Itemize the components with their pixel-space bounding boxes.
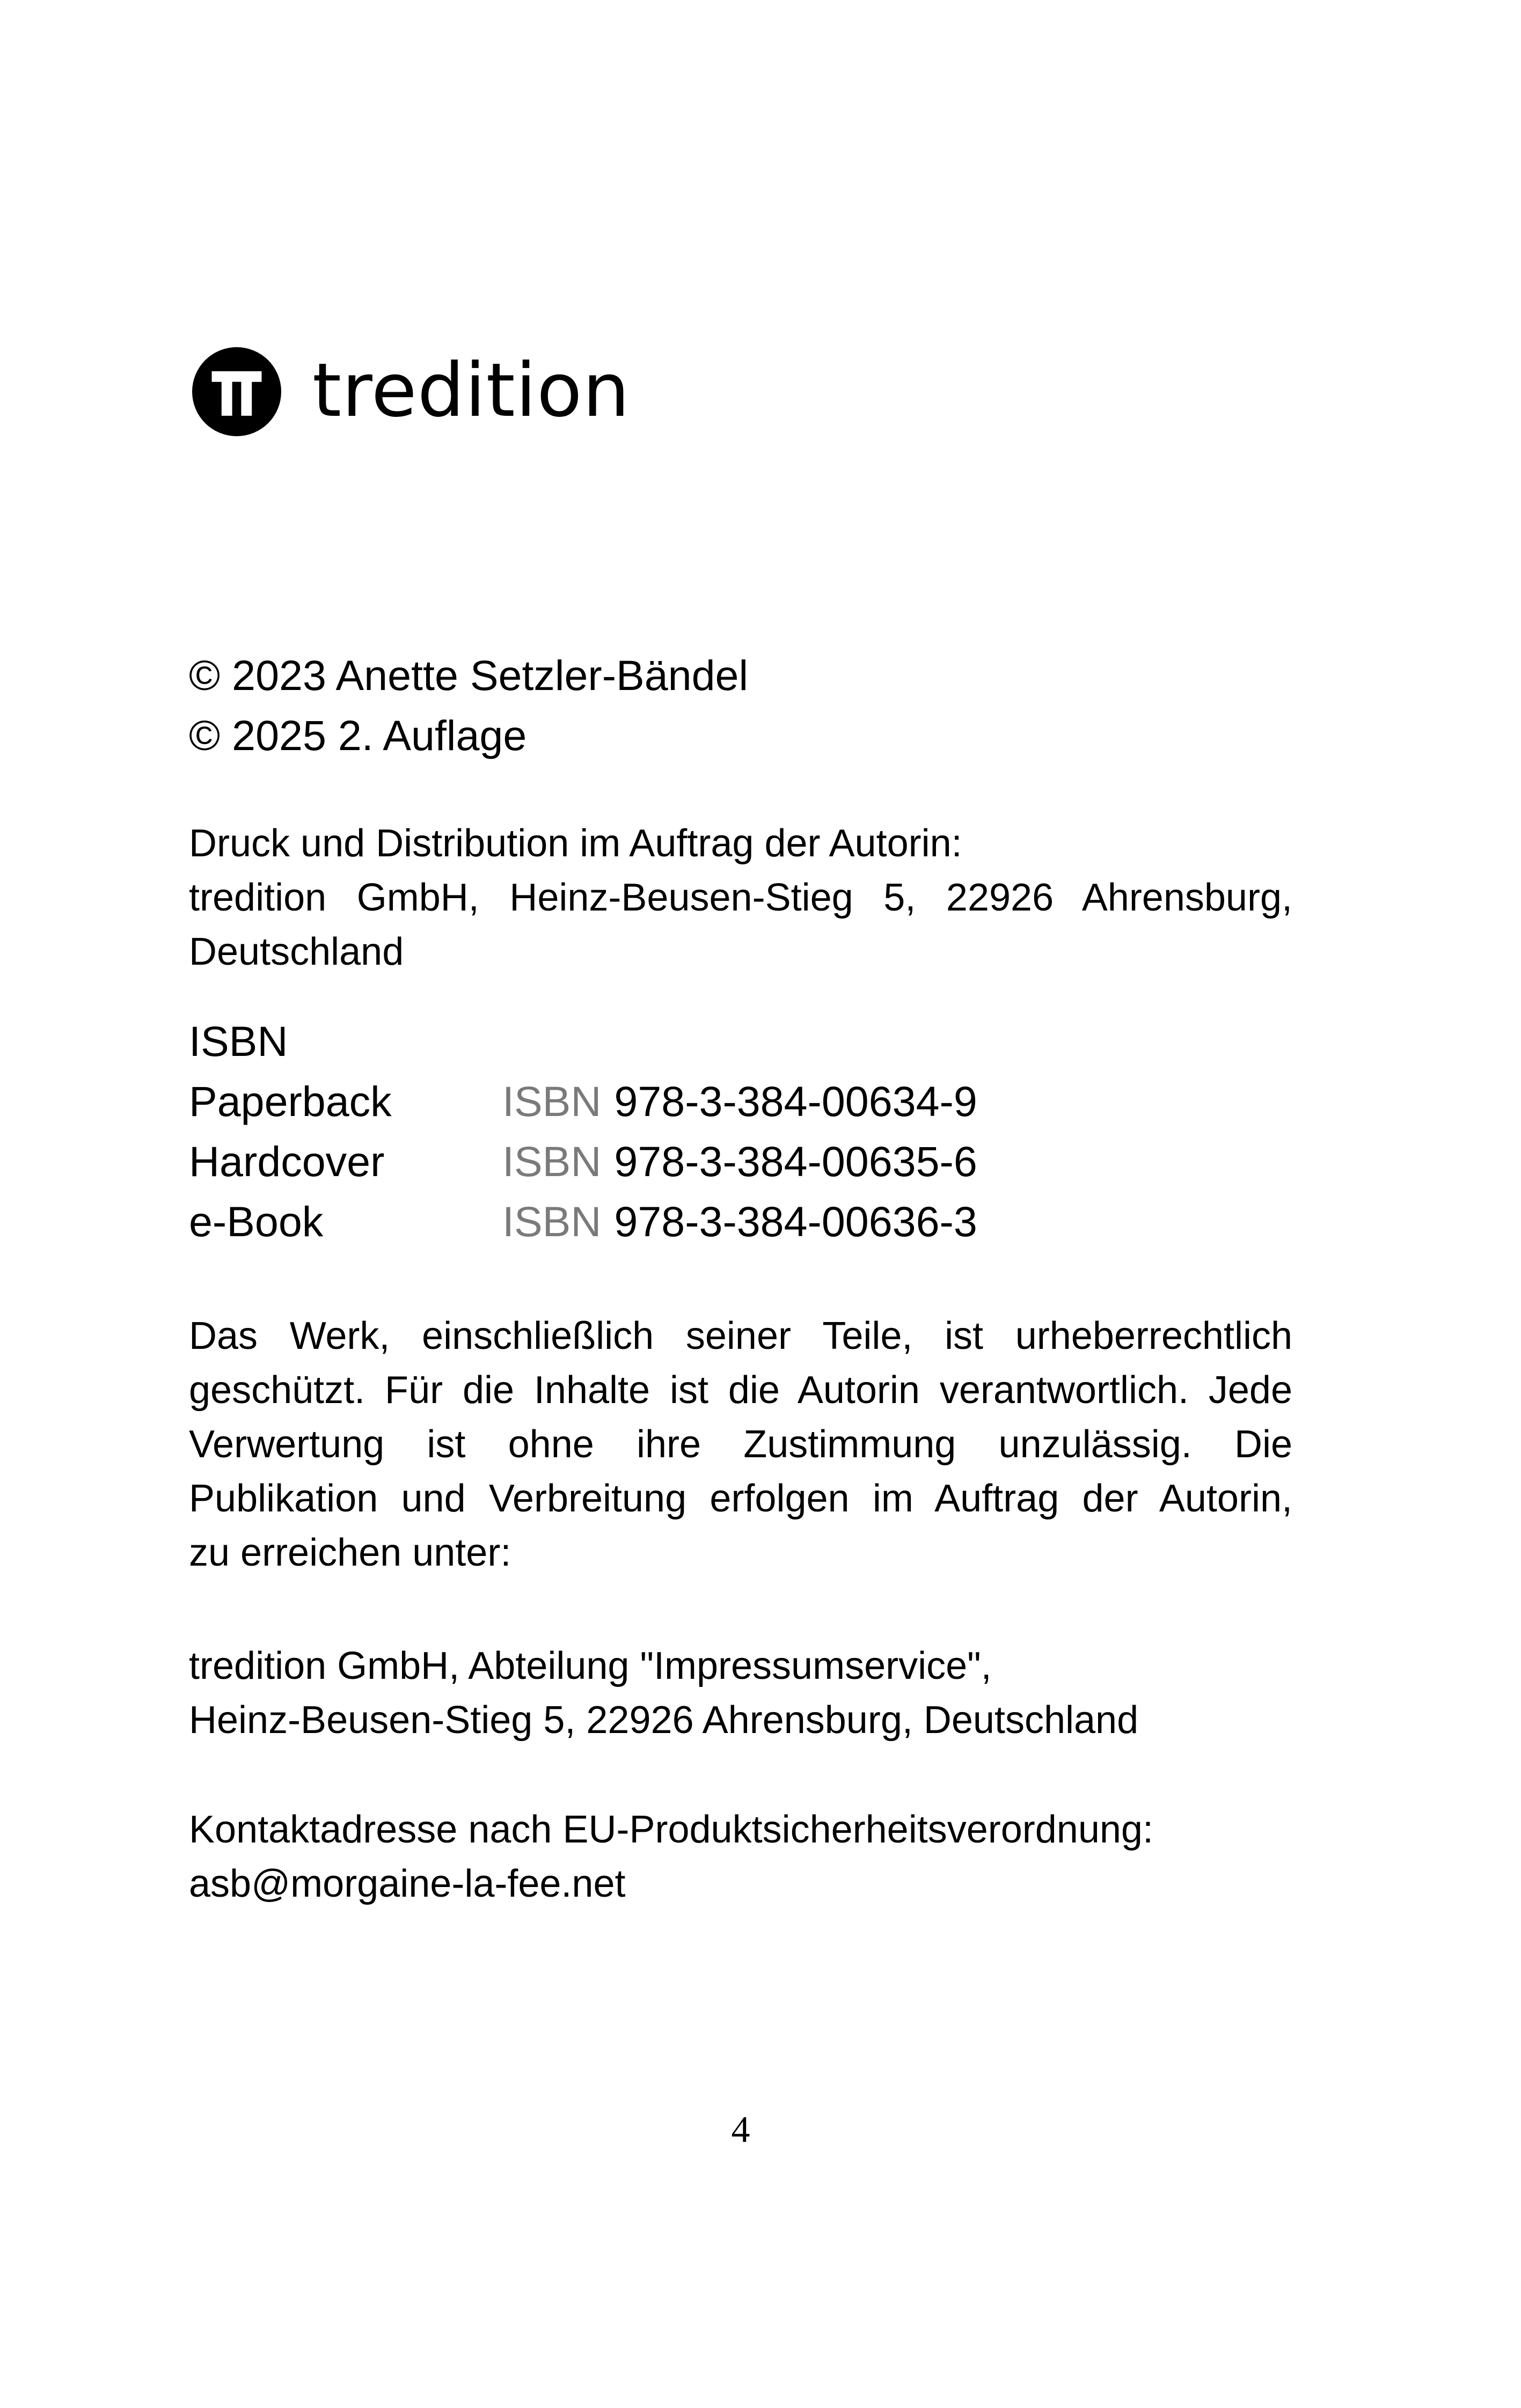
edition-line: © 2025 2. Auflage <box>189 711 527 759</box>
isbn-heading: ISBN <box>189 1017 288 1065</box>
isbn-type: Hardcover <box>189 1137 385 1185</box>
service-address: Heinz-Beusen-Stieg 5, 22926 Ahrensburg, Deutschland <box>189 1699 1139 1742</box>
isbn-number: 978-3-384-00634-9 <box>614 1077 977 1125</box>
print-distribution-block <box>189 817 1292 979</box>
isbn-prefix: ISBN <box>502 1077 602 1125</box>
copyright-line: © 2023 Anette Setzler-Bändel <box>189 651 749 699</box>
page-number: 4 <box>731 2109 750 2150</box>
copyright-block <box>189 645 1292 766</box>
isbn-block <box>189 1011 1292 1252</box>
contact-block <box>189 1803 1292 1911</box>
impressum-service-address <box>189 1639 1292 1748</box>
publisher-address: tredition GmbH, Heinz-Beusen-Stieg 5, 22926 Ahrensburg, <box>189 876 1292 919</box>
legal-notice-line: zu erreichen unter: <box>189 1531 511 1574</box>
tredition-logo-icon <box>192 347 281 436</box>
service-department: tredition GmbH, Abteilung "Impressumservice", <box>189 1645 992 1687</box>
isbn-number: 978-3-384-00635-6 <box>614 1137 977 1185</box>
legal-notice-line: Verwertung ist ohne ihre Zustimmung unzulässig. Die <box>189 1423 1292 1466</box>
legal-notice <box>189 1309 1292 1580</box>
isbn-type: Paperback <box>189 1077 392 1125</box>
legal-notice-line: Publikation und Verbreitung erfolgen im Auftrag der Autorin, <box>189 1477 1292 1520</box>
print-distribution-label: Druck und Distribution im Auftrag der Autorin: <box>189 822 962 865</box>
isbn-type: e-Book <box>189 1198 324 1245</box>
logo-wordmark: tredition <box>312 347 630 434</box>
legal-notice-line: Das Werk, einschließlich seiner Teile, ist urheberrechtlich <box>189 1315 1292 1357</box>
publisher-country: Deutschland <box>189 930 404 973</box>
isbn-number: 978-3-384-00636-3 <box>614 1198 977 1245</box>
isbn-prefix: ISBN <box>502 1137 602 1185</box>
publisher-logo <box>192 346 630 437</box>
legal-notice-line: geschützt. Für die Inhalte ist die Autorin verantwortlich. Jede <box>189 1369 1292 1412</box>
isbn-row-ebook <box>189 1192 1292 1252</box>
isbn-row-hardcover <box>189 1132 1292 1192</box>
contact-label: Kontaktadresse nach EU-Produktsicherheitsverordnung: <box>189 1808 1153 1851</box>
isbn-row-paperback <box>189 1071 1292 1132</box>
contact-email: asb@morgaine-la-fee.net <box>189 1862 626 1905</box>
isbn-prefix: ISBN <box>502 1198 602 1245</box>
